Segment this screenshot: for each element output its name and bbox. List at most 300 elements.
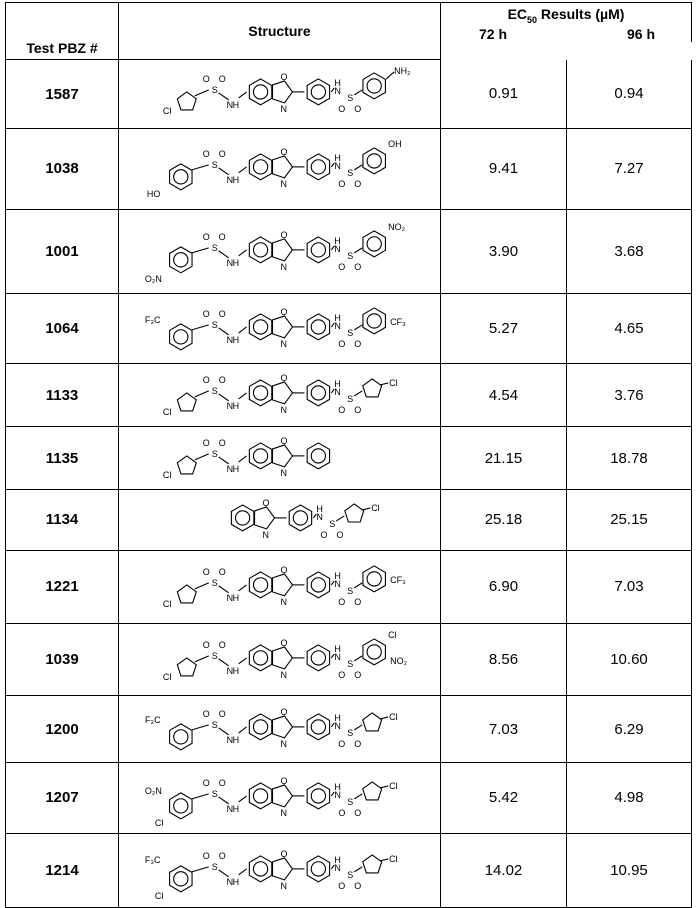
aromatic-circle xyxy=(367,572,381,586)
cell-structure xyxy=(119,364,441,427)
benzene-ring xyxy=(170,793,192,819)
oxazole-ring xyxy=(273,858,293,880)
oxazole-oxygen-label: O xyxy=(280,564,288,575)
sulfur-label: S xyxy=(211,159,218,170)
oxygen-label: O xyxy=(218,308,226,319)
oxygen-label: O xyxy=(338,807,346,818)
cell-structure xyxy=(119,696,441,763)
sulfur-label: S xyxy=(211,242,218,253)
nitrogen-label: N xyxy=(226,100,234,111)
bond xyxy=(239,869,247,875)
cell-ec50-96h: 4.98 xyxy=(567,763,692,834)
nitrogen-label: N xyxy=(334,160,341,171)
oxygen-label: O xyxy=(202,709,210,720)
thiophene-ring xyxy=(363,855,382,873)
thiophene-ring xyxy=(177,92,196,110)
nitrogen-label: N xyxy=(226,463,234,474)
hydrogen-label: H xyxy=(232,592,240,603)
benzene-ring xyxy=(249,154,271,180)
oxazole-nitrogen-label: N xyxy=(280,739,287,750)
hydrogen-label: H xyxy=(232,257,240,268)
hydroxy-label: HO xyxy=(146,188,161,199)
benzene-ring xyxy=(249,237,271,263)
chemical-structure-image xyxy=(119,294,440,364)
sulfur-label: S xyxy=(211,319,218,330)
bond xyxy=(239,92,247,98)
chloro-label: Cl xyxy=(162,469,172,480)
bond xyxy=(219,168,229,175)
bond xyxy=(192,725,209,730)
chloro-label: Cl xyxy=(389,378,398,389)
oxazole-nitrogen-label: N xyxy=(280,405,287,416)
oxygen-label: O xyxy=(202,148,210,159)
benzene-ring xyxy=(249,443,271,469)
cell-ec50-96h: 25.15 xyxy=(567,489,692,550)
bond xyxy=(195,583,209,589)
oxazole-oxygen-label: O xyxy=(280,436,288,447)
aromatic-circle xyxy=(253,243,267,257)
trifluoromethyl-label: CF₃ xyxy=(390,574,406,585)
hydrogen-label: H xyxy=(334,643,341,654)
bond xyxy=(192,324,209,329)
table-row xyxy=(6,696,692,763)
nitrogen-label: N xyxy=(334,243,341,254)
nitrogen-label: N xyxy=(226,174,234,185)
sulfur-label: S xyxy=(211,861,218,872)
chemical-structure-image xyxy=(119,490,440,550)
bond xyxy=(195,655,209,661)
bond xyxy=(354,794,362,799)
oxygen-label: O xyxy=(202,231,210,242)
hydrogen-label: H xyxy=(232,463,240,474)
oxygen-label: O xyxy=(354,405,362,416)
bond xyxy=(219,251,229,258)
chloro-label: Cl xyxy=(154,890,164,901)
aromatic-circle xyxy=(253,160,267,174)
cell-test-pbz: 1207 xyxy=(6,763,119,834)
thiophene-ring xyxy=(363,379,382,397)
sulfur-label: S xyxy=(211,577,218,588)
cell-structure xyxy=(119,833,441,907)
oxygen-label: O xyxy=(354,739,362,750)
table-row xyxy=(6,489,692,550)
cell-structure xyxy=(119,293,441,364)
benzene-ring xyxy=(170,866,192,892)
aromatic-circle xyxy=(311,789,325,803)
oxygen-label: O xyxy=(354,338,362,349)
benzene-ring xyxy=(307,79,329,105)
cell-test-pbz: 1587 xyxy=(6,60,119,129)
cell-ec50-96h: 3.76 xyxy=(567,364,692,427)
sulfur-label: S xyxy=(211,85,218,96)
oxygen-label: O xyxy=(218,74,226,85)
oxazole-oxygen-label: O xyxy=(280,146,288,157)
benzene-ring xyxy=(249,644,271,670)
table-row xyxy=(6,427,692,490)
sulfur-label: S xyxy=(347,869,354,880)
oxygen-label: O xyxy=(202,308,210,319)
benzene-ring xyxy=(307,380,329,406)
benzene-ring xyxy=(307,714,329,740)
oxygen-label: O xyxy=(218,438,226,449)
benzene-ring xyxy=(307,783,329,809)
bond xyxy=(192,248,209,253)
oxygen-label: O xyxy=(202,639,210,650)
bond xyxy=(219,797,229,804)
bond xyxy=(354,583,362,588)
header-72h: 72 h xyxy=(479,25,508,42)
bond xyxy=(219,457,229,464)
nitrogen-label: N xyxy=(316,511,323,522)
oxazole-oxygen-label: O xyxy=(280,848,288,859)
sulfur-label: S xyxy=(211,386,218,397)
cell-ec50-72h: 9.41 xyxy=(441,129,567,210)
chemical-structure-image xyxy=(119,129,440,209)
trifluoromethyl-label: CF₃ xyxy=(390,316,406,327)
bond xyxy=(239,727,247,733)
bond xyxy=(239,393,247,399)
benzene-ring xyxy=(363,73,385,99)
nitrogen-label: N xyxy=(334,651,341,662)
oxygen-label: O xyxy=(338,596,346,607)
sulfur-label: S xyxy=(211,449,218,460)
bond xyxy=(380,717,388,719)
nitrogen-label: N xyxy=(226,401,234,412)
nitrogen-label: N xyxy=(226,257,234,268)
hydrogen-label: H xyxy=(334,312,341,323)
trifluoromethyl-label: F₃C xyxy=(144,715,161,726)
bond xyxy=(239,167,247,173)
cell-structure xyxy=(119,550,441,623)
oxygen-label: O xyxy=(354,669,362,680)
nitrogen-label: N xyxy=(226,803,234,814)
chemical-structure-image xyxy=(119,834,440,907)
oxygen-label: O xyxy=(320,529,328,540)
benzene-ring xyxy=(307,644,329,670)
oxazole-ring xyxy=(273,382,293,404)
hydrogen-label: H xyxy=(334,379,341,390)
nitrogen-label: N xyxy=(226,876,234,887)
hydrogen-label: H xyxy=(334,235,341,246)
oxygen-label: O xyxy=(354,178,362,189)
table-row xyxy=(6,209,692,293)
aromatic-circle xyxy=(311,449,325,463)
bond xyxy=(336,516,344,521)
oxazole-nitrogen-label: N xyxy=(280,467,287,478)
hydrogen-label: H xyxy=(232,174,240,185)
bond xyxy=(354,165,362,170)
oxygen-label: O xyxy=(218,850,226,861)
oxygen-label: O xyxy=(218,375,226,386)
hydrogen-label: H xyxy=(334,570,341,581)
aromatic-circle xyxy=(367,237,381,251)
aromatic-circle xyxy=(367,644,381,658)
benzene-ring xyxy=(363,148,385,174)
oxazole-ring xyxy=(273,315,293,337)
cell-ec50-96h: 10.60 xyxy=(567,623,692,696)
aromatic-circle xyxy=(311,319,325,333)
cell-ec50-72h: 5.42 xyxy=(441,763,567,834)
aromatic-circle xyxy=(293,511,307,525)
benzene-ring xyxy=(363,308,385,334)
aromatic-circle xyxy=(235,511,249,525)
benzene-ring xyxy=(363,566,385,592)
nitrogen-label: N xyxy=(334,789,341,800)
oxazole-ring xyxy=(273,646,293,668)
oxazole-nitrogen-label: N xyxy=(280,880,287,891)
nitrogen-label: N xyxy=(334,578,341,589)
cell-structure xyxy=(119,489,441,550)
cell-ec50-96h: 10.95 xyxy=(567,833,692,907)
cell-structure xyxy=(119,60,441,129)
chloro-label: Cl xyxy=(389,780,398,791)
bond xyxy=(195,90,209,96)
oxygen-label: O xyxy=(218,231,226,242)
nitrogen-label: N xyxy=(226,665,234,676)
hydrogen-label: H xyxy=(334,854,341,865)
bond xyxy=(354,867,362,872)
bond xyxy=(380,859,388,861)
nitrogen-label: N xyxy=(226,334,234,345)
cell-structure xyxy=(119,427,441,490)
hydrogen-label: H xyxy=(334,713,341,724)
sulfur-label: S xyxy=(347,394,354,405)
hydrogen-label: H xyxy=(232,401,240,412)
oxazole-ring xyxy=(273,574,293,596)
benzene-ring xyxy=(249,714,271,740)
benzene-ring xyxy=(307,856,329,882)
cell-test-pbz: 1038 xyxy=(6,129,119,210)
bond xyxy=(354,248,362,253)
bond xyxy=(239,250,247,256)
nitrogen-label: N xyxy=(334,721,341,732)
cell-ec50-96h: 7.27 xyxy=(567,129,692,210)
benzene-ring xyxy=(249,314,271,340)
aromatic-circle xyxy=(253,449,267,463)
benzene-ring xyxy=(170,247,192,273)
oxygen-label: O xyxy=(354,807,362,818)
benzene-ring xyxy=(249,572,271,598)
header-96h: 96 h xyxy=(626,25,655,42)
cell-structure xyxy=(119,763,441,834)
bond xyxy=(192,867,209,872)
chloro-label: Cl xyxy=(162,407,172,418)
thiophene-ring xyxy=(363,713,382,731)
cell-ec50-72h: 6.90 xyxy=(441,550,567,623)
nitrogen-label: N xyxy=(226,735,234,746)
cell-test-pbz: 1064 xyxy=(6,293,119,364)
chemical-structure-image xyxy=(119,210,440,293)
oxygen-label: O xyxy=(202,74,210,85)
sulfur-label: S xyxy=(211,650,218,661)
nitrogen-label: N xyxy=(334,320,341,331)
cell-test-pbz: 1221 xyxy=(6,550,119,623)
oxazole-nitrogen-label: N xyxy=(280,596,287,607)
oxygen-label: O xyxy=(218,639,226,650)
cell-ec50-72h: 14.02 xyxy=(441,833,567,907)
bond xyxy=(380,786,388,788)
hydrogen-label: H xyxy=(232,803,240,814)
cell-ec50-96h: 3.68 xyxy=(567,209,692,293)
benzene-ring xyxy=(307,443,329,469)
aromatic-circle xyxy=(174,170,188,184)
table-row xyxy=(6,623,692,696)
sulfur-label: S xyxy=(347,250,354,261)
nitro-label: O₂N xyxy=(144,273,162,284)
oxygen-label: O xyxy=(202,566,210,577)
cell-test-pbz: 1001 xyxy=(6,209,119,293)
bond xyxy=(219,394,229,401)
thiophene-ring xyxy=(363,782,382,800)
amine-label: NH₂ xyxy=(394,66,411,77)
table-row xyxy=(6,129,692,210)
bond xyxy=(195,391,209,397)
bond xyxy=(219,658,229,665)
aromatic-circle xyxy=(367,154,381,168)
table-row xyxy=(6,763,692,834)
cell-ec50-72h: 5.27 xyxy=(441,293,567,364)
benzene-ring xyxy=(363,638,385,664)
cell-ec50-72h: 7.03 xyxy=(441,696,567,763)
thiophene-ring xyxy=(177,456,196,474)
oxazole-nitrogen-label: N xyxy=(280,178,287,189)
trifluoromethyl-label: F₃C xyxy=(144,854,161,865)
table-row xyxy=(6,293,692,364)
sulfur-label: S xyxy=(211,720,218,731)
aromatic-circle xyxy=(253,578,267,592)
benzene-ring xyxy=(170,164,192,190)
bond xyxy=(239,585,247,591)
sulfur-label: S xyxy=(347,658,354,669)
aromatic-circle xyxy=(311,243,325,257)
oxazole-ring xyxy=(273,239,293,261)
chloro-label: Cl xyxy=(371,502,380,513)
benzene-ring xyxy=(231,505,253,531)
aromatic-circle xyxy=(253,789,267,803)
trifluoromethyl-label: F₃C xyxy=(144,314,161,325)
oxazole-nitrogen-label: N xyxy=(280,669,287,680)
chemical-structure-image xyxy=(119,763,440,833)
chloro-label: Cl xyxy=(388,629,397,640)
bond xyxy=(219,728,229,735)
benzene-ring xyxy=(249,856,271,882)
oxygen-label: O xyxy=(354,104,362,115)
oxazole-nitrogen-label: N xyxy=(280,338,287,349)
hydrogen-label: H xyxy=(334,78,341,89)
cell-ec50-72h: 21.15 xyxy=(441,427,567,490)
aromatic-circle xyxy=(174,799,188,813)
chloro-label: Cl xyxy=(389,853,398,864)
chloro-label: Cl xyxy=(162,106,172,117)
aromatic-circle xyxy=(253,386,267,400)
bond xyxy=(192,165,209,170)
ec50-results-table xyxy=(5,2,692,908)
bond xyxy=(354,391,362,396)
oxazole-nitrogen-label: N xyxy=(262,529,270,540)
hydrogen-label: H xyxy=(232,665,240,676)
thiophene-ring xyxy=(345,504,364,522)
cell-test-pbz: 1135 xyxy=(6,427,119,490)
bond xyxy=(239,456,247,462)
nitrogen-label: N xyxy=(226,592,234,603)
oxygen-label: O xyxy=(202,438,210,449)
bond xyxy=(354,324,362,329)
chemical-structure-image xyxy=(119,624,440,696)
aromatic-circle xyxy=(174,329,188,343)
aromatic-circle xyxy=(174,253,188,267)
oxazole-oxygen-label: O xyxy=(280,229,288,240)
nitrogen-label: N xyxy=(334,387,341,398)
cell-ec50-96h: 18.78 xyxy=(567,427,692,490)
chemical-structure-image xyxy=(119,696,440,762)
cell-ec50-96h: 7.03 xyxy=(567,550,692,623)
chloro-label: Cl xyxy=(162,598,172,609)
bond xyxy=(219,93,229,100)
bond xyxy=(239,796,247,802)
bond xyxy=(239,326,247,332)
oxazole-oxygen-label: O xyxy=(280,306,288,317)
benzene-ring xyxy=(307,572,329,598)
benzene-ring xyxy=(307,154,329,180)
aromatic-circle xyxy=(311,862,325,876)
chloro-label: Cl xyxy=(162,671,172,682)
oxygen-label: O xyxy=(202,850,210,861)
oxygen-label: O xyxy=(202,375,210,386)
aromatic-circle xyxy=(311,720,325,734)
hydrogen-label: H xyxy=(316,503,323,514)
cell-test-pbz: 1214 xyxy=(6,833,119,907)
oxygen-label: O xyxy=(338,104,346,115)
oxazole-oxygen-label: O xyxy=(262,497,270,508)
oxygen-label: O xyxy=(338,261,346,272)
chemical-structure-image xyxy=(119,551,440,623)
oxazole-oxygen-label: O xyxy=(280,637,288,648)
hydrogen-label: H xyxy=(232,100,240,111)
aromatic-circle xyxy=(253,720,267,734)
cell-ec50-96h: 6.29 xyxy=(567,696,692,763)
chemical-structure-image xyxy=(119,60,440,128)
hydrogen-label: H xyxy=(232,735,240,746)
sulfur-label: S xyxy=(347,327,354,338)
oxygen-label: O xyxy=(338,178,346,189)
benzene-ring xyxy=(249,79,271,105)
chemical-structure-image xyxy=(119,364,440,426)
cell-ec50-72h: 0.91 xyxy=(441,60,567,129)
nitrogen-label: N xyxy=(334,86,341,97)
benzene-ring xyxy=(170,724,192,750)
aromatic-circle xyxy=(367,313,381,327)
oxygen-label: O xyxy=(218,566,226,577)
sulfur-label: S xyxy=(347,585,354,596)
sulfur-label: S xyxy=(211,788,218,799)
oxazole-ring xyxy=(255,507,275,529)
bond xyxy=(380,383,388,385)
aromatic-circle xyxy=(174,730,188,744)
cell-structure xyxy=(119,129,441,210)
cell-test-pbz: 1200 xyxy=(6,696,119,763)
nitro-label: O₂N xyxy=(144,785,162,796)
oxazole-nitrogen-label: N xyxy=(280,807,287,818)
table-row xyxy=(6,60,692,129)
cell-test-pbz: 1039 xyxy=(6,623,119,696)
benzene-ring xyxy=(307,237,329,263)
cell-test-pbz: 1134 xyxy=(6,489,119,550)
aromatic-circle xyxy=(311,650,325,664)
benzene-ring xyxy=(363,231,385,257)
cell-ec50-96h: 0.94 xyxy=(567,60,692,129)
bond xyxy=(386,72,394,79)
sulfur-label: S xyxy=(329,518,336,529)
